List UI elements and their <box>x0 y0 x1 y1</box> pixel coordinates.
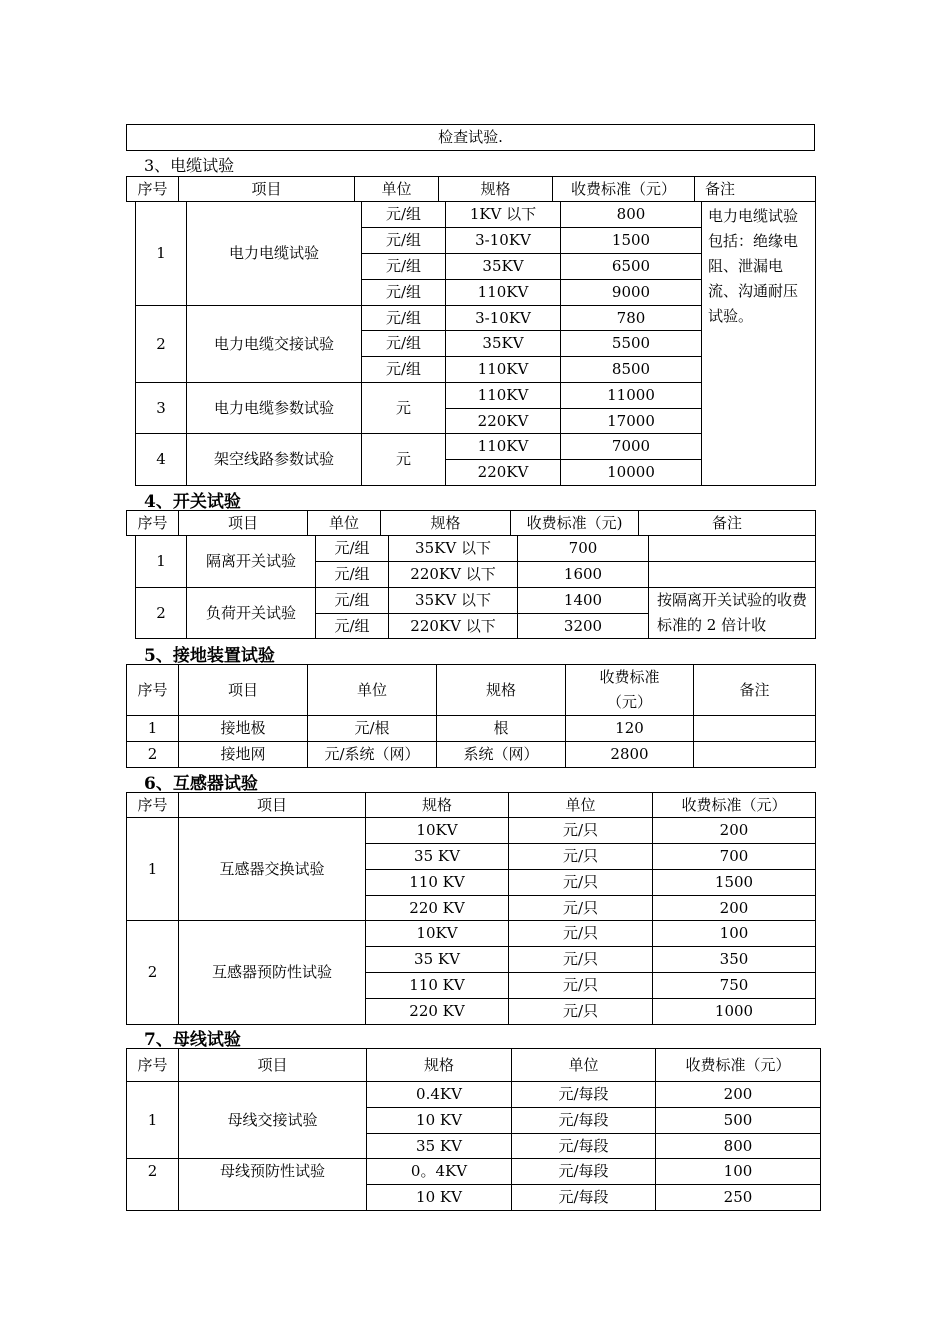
header-unit: 单位 <box>308 665 437 716</box>
header-fee: 收费标准（元） <box>656 1049 821 1082</box>
row-spec: 0。4KV <box>367 1159 512 1185</box>
row-fee: 17000 <box>561 409 702 434</box>
row-unit: 元/只 <box>509 870 653 896</box>
grounding-table <box>126 664 816 768</box>
row-unit: 元/只 <box>509 921 653 947</box>
header-spec: 规格 <box>381 511 511 536</box>
header-note: 备注 <box>695 177 816 202</box>
row-fee: 700 <box>518 536 649 562</box>
row-unit: 元/组 <box>362 202 446 228</box>
row-fee: 8500 <box>561 357 702 383</box>
transformer-table <box>126 792 816 1025</box>
top-row-text: 检查试验. <box>127 125 815 151</box>
row-fee: 2800 <box>566 742 694 768</box>
row-item: 互感器交换试验 <box>179 818 366 921</box>
row-unit: 元/只 <box>509 818 653 844</box>
row-fee: 800 <box>656 1134 821 1159</box>
row-fee: 350 <box>653 947 816 973</box>
header-fee: 收费标准（元） <box>566 665 694 716</box>
row-spec: 35KV 以下 <box>389 588 518 614</box>
row-unit: 元/只 <box>509 973 653 999</box>
header-unit: 单位 <box>509 793 653 818</box>
table-row <box>127 716 816 742</box>
row-item: 接地极 <box>179 716 308 742</box>
row-fee: 800 <box>561 202 702 228</box>
row-unit: 元/组 <box>362 280 446 306</box>
row-unit: 元/只 <box>509 844 653 870</box>
row-fee: 250 <box>656 1185 821 1211</box>
row-spec: 35 KV <box>366 947 509 973</box>
row-item: 电力电缆参数试验 <box>187 383 362 434</box>
row-item: 架空线路参数试验 <box>187 434 362 486</box>
section-title-switch: 4、开关试验 <box>144 492 241 512</box>
row-fee: 1000 <box>653 999 816 1025</box>
row-fee: 750 <box>653 973 816 999</box>
row-spec: 220KV 以下 <box>389 614 518 639</box>
row-note <box>649 562 816 588</box>
row-unit: 元/组 <box>362 306 446 331</box>
top-table <box>126 124 815 151</box>
table-row <box>127 818 816 844</box>
header-no: 序号 <box>127 177 179 202</box>
row-no: 2 <box>127 921 179 1025</box>
row-item: 接地网 <box>179 742 308 768</box>
row-fee: 200 <box>653 896 816 921</box>
row-item: 负荷开关试验 <box>187 588 316 639</box>
row-fee: 200 <box>656 1082 821 1108</box>
row-note: 按隔离开关试验的收费标准的 2 倍计收 <box>649 588 816 639</box>
row-fee: 120 <box>566 716 694 742</box>
row-fee: 9000 <box>561 280 702 306</box>
row-unit: 元 <box>362 383 446 434</box>
row-spec: 110KV <box>446 383 561 409</box>
row-unit: 元 <box>362 434 446 486</box>
row-item: 互感器预防性试验 <box>179 921 366 1025</box>
table-row <box>127 921 816 947</box>
row-spec: 220KV 以下 <box>389 562 518 588</box>
table-row <box>136 588 816 614</box>
switch-table-header <box>126 510 816 536</box>
header-spec: 规格 <box>367 1049 512 1082</box>
row-spec: 10 KV <box>367 1108 512 1134</box>
row-spec: 110 KV <box>366 870 509 896</box>
row-fee: 1400 <box>518 588 649 614</box>
table-row <box>127 1082 821 1108</box>
row-no: 1 <box>127 818 179 921</box>
row-spec: 3-10KV <box>446 306 561 331</box>
table-row <box>127 742 816 768</box>
row-unit: 元/组 <box>362 254 446 280</box>
row-spec: 220KV <box>446 460 561 486</box>
row-spec: 10KV <box>366 818 509 844</box>
row-unit: 元/系统（网） <box>308 742 437 768</box>
row-unit: 元/组 <box>362 357 446 383</box>
row-spec: 220KV <box>446 409 561 434</box>
row-spec: 35KV <box>446 331 561 357</box>
row-unit: 元/每段 <box>512 1108 656 1134</box>
header-unit: 单位 <box>355 177 439 202</box>
row-fee: 700 <box>653 844 816 870</box>
row-spec: 根 <box>437 716 566 742</box>
row-item: 隔离开关试验 <box>187 536 316 588</box>
row-fee: 7000 <box>561 434 702 460</box>
row-unit: 元/组 <box>362 331 446 357</box>
row-fee: 6500 <box>561 254 702 280</box>
row-spec: 110KV <box>446 434 561 460</box>
header-spec: 规格 <box>437 665 566 716</box>
row-spec: 220 KV <box>366 999 509 1025</box>
row-unit: 元/每段 <box>512 1159 656 1185</box>
header-fee: 收费标准（元） <box>553 177 695 202</box>
row-item: 母线交接试验 <box>179 1082 367 1159</box>
row-fee: 1600 <box>518 562 649 588</box>
table-row <box>136 202 816 228</box>
row-spec: 35KV 以下 <box>389 536 518 562</box>
switch-table <box>135 535 816 639</box>
row-spec: 1KV 以下 <box>446 202 561 228</box>
row-spec: 220 KV <box>366 896 509 921</box>
row-spec: 0.4KV <box>367 1082 512 1108</box>
row-fee: 100 <box>656 1159 821 1185</box>
row-no: 2 <box>136 588 187 639</box>
row-fee: 500 <box>656 1108 821 1134</box>
busbar-table <box>126 1048 821 1211</box>
header-no: 序号 <box>127 665 179 716</box>
row-spec: 35 KV <box>367 1134 512 1159</box>
header-item: 项目 <box>179 665 308 716</box>
header-spec: 规格 <box>366 793 509 818</box>
row-no: 2 <box>127 1159 179 1211</box>
row-fee: 200 <box>653 818 816 844</box>
table-row <box>127 1159 821 1185</box>
row-unit: 元/每段 <box>512 1185 656 1211</box>
row-spec: 110KV <box>446 357 561 383</box>
row-unit: 元/只 <box>509 896 653 921</box>
row-spec: 系统（网） <box>437 742 566 768</box>
row-item: 电力电缆交接试验 <box>187 306 362 383</box>
row-no: 2 <box>136 306 187 383</box>
section-title-busbar: 7、母线试验 <box>144 1030 241 1050</box>
row-unit: 元/组 <box>316 614 389 639</box>
section-title-cable: 3、电缆试验 <box>144 156 235 175</box>
row-spec: 10KV <box>366 921 509 947</box>
row-fee: 11000 <box>561 383 702 409</box>
row-unit: 元/组 <box>362 228 446 254</box>
row-spec: 35KV <box>446 254 561 280</box>
row-note <box>694 716 816 742</box>
header-item: 项目 <box>179 177 355 202</box>
row-fee: 10000 <box>561 460 702 486</box>
header-unit: 单位 <box>308 511 381 536</box>
row-no: 1 <box>127 1082 179 1159</box>
row-fee: 1500 <box>653 870 816 896</box>
cable-note: 电力电缆试验包括：绝缘电阻、泄漏电流、沟通耐压试验。 <box>702 202 816 486</box>
row-fee: 1500 <box>561 228 702 254</box>
row-item: 电力电缆试验 <box>187 202 362 306</box>
row-unit: 元/根 <box>308 716 437 742</box>
row-fee: 3200 <box>518 614 649 639</box>
row-fee: 100 <box>653 921 816 947</box>
header-item: 项目 <box>179 793 366 818</box>
row-item: 母线预防性试验 <box>179 1159 367 1211</box>
header-spec: 规格 <box>439 177 553 202</box>
row-unit: 元/组 <box>316 562 389 588</box>
header-fee: 收费标准（元) <box>511 511 639 536</box>
header-unit: 单位 <box>512 1049 656 1082</box>
row-no: 4 <box>136 434 187 486</box>
table-row <box>136 536 816 562</box>
header-item: 项目 <box>179 1049 367 1082</box>
section-title-grounding: 5、接地装置试验 <box>144 646 275 666</box>
row-no: 1 <box>127 716 179 742</box>
row-note <box>649 536 816 562</box>
header-note: 备注 <box>639 511 816 536</box>
row-no: 1 <box>136 202 187 306</box>
section-title-transformer: 6、互感器试验 <box>144 774 258 794</box>
row-spec: 35 KV <box>366 844 509 870</box>
row-note <box>694 742 816 768</box>
row-no: 1 <box>136 536 187 588</box>
row-spec: 10 KV <box>367 1185 512 1211</box>
row-fee: 780 <box>561 306 702 331</box>
row-unit: 元/组 <box>316 536 389 562</box>
row-unit: 元/只 <box>509 947 653 973</box>
row-fee: 5500 <box>561 331 702 357</box>
row-spec: 110 KV <box>366 973 509 999</box>
header-no: 序号 <box>127 1049 179 1082</box>
row-spec: 110KV <box>446 280 561 306</box>
header-no: 序号 <box>127 793 179 818</box>
header-item: 项目 <box>179 511 308 536</box>
row-unit: 元/组 <box>316 588 389 614</box>
row-spec: 3-10KV <box>446 228 561 254</box>
row-no: 3 <box>136 383 187 434</box>
cable-table-header <box>126 176 816 202</box>
row-unit: 元/只 <box>509 999 653 1025</box>
header-fee: 收费标准（元） <box>653 793 816 818</box>
cable-table <box>135 201 816 486</box>
header-no: 序号 <box>127 511 179 536</box>
row-unit: 元/每段 <box>512 1082 656 1108</box>
header-note: 备注 <box>694 665 816 716</box>
row-unit: 元/每段 <box>512 1134 656 1159</box>
row-no: 2 <box>127 742 179 768</box>
